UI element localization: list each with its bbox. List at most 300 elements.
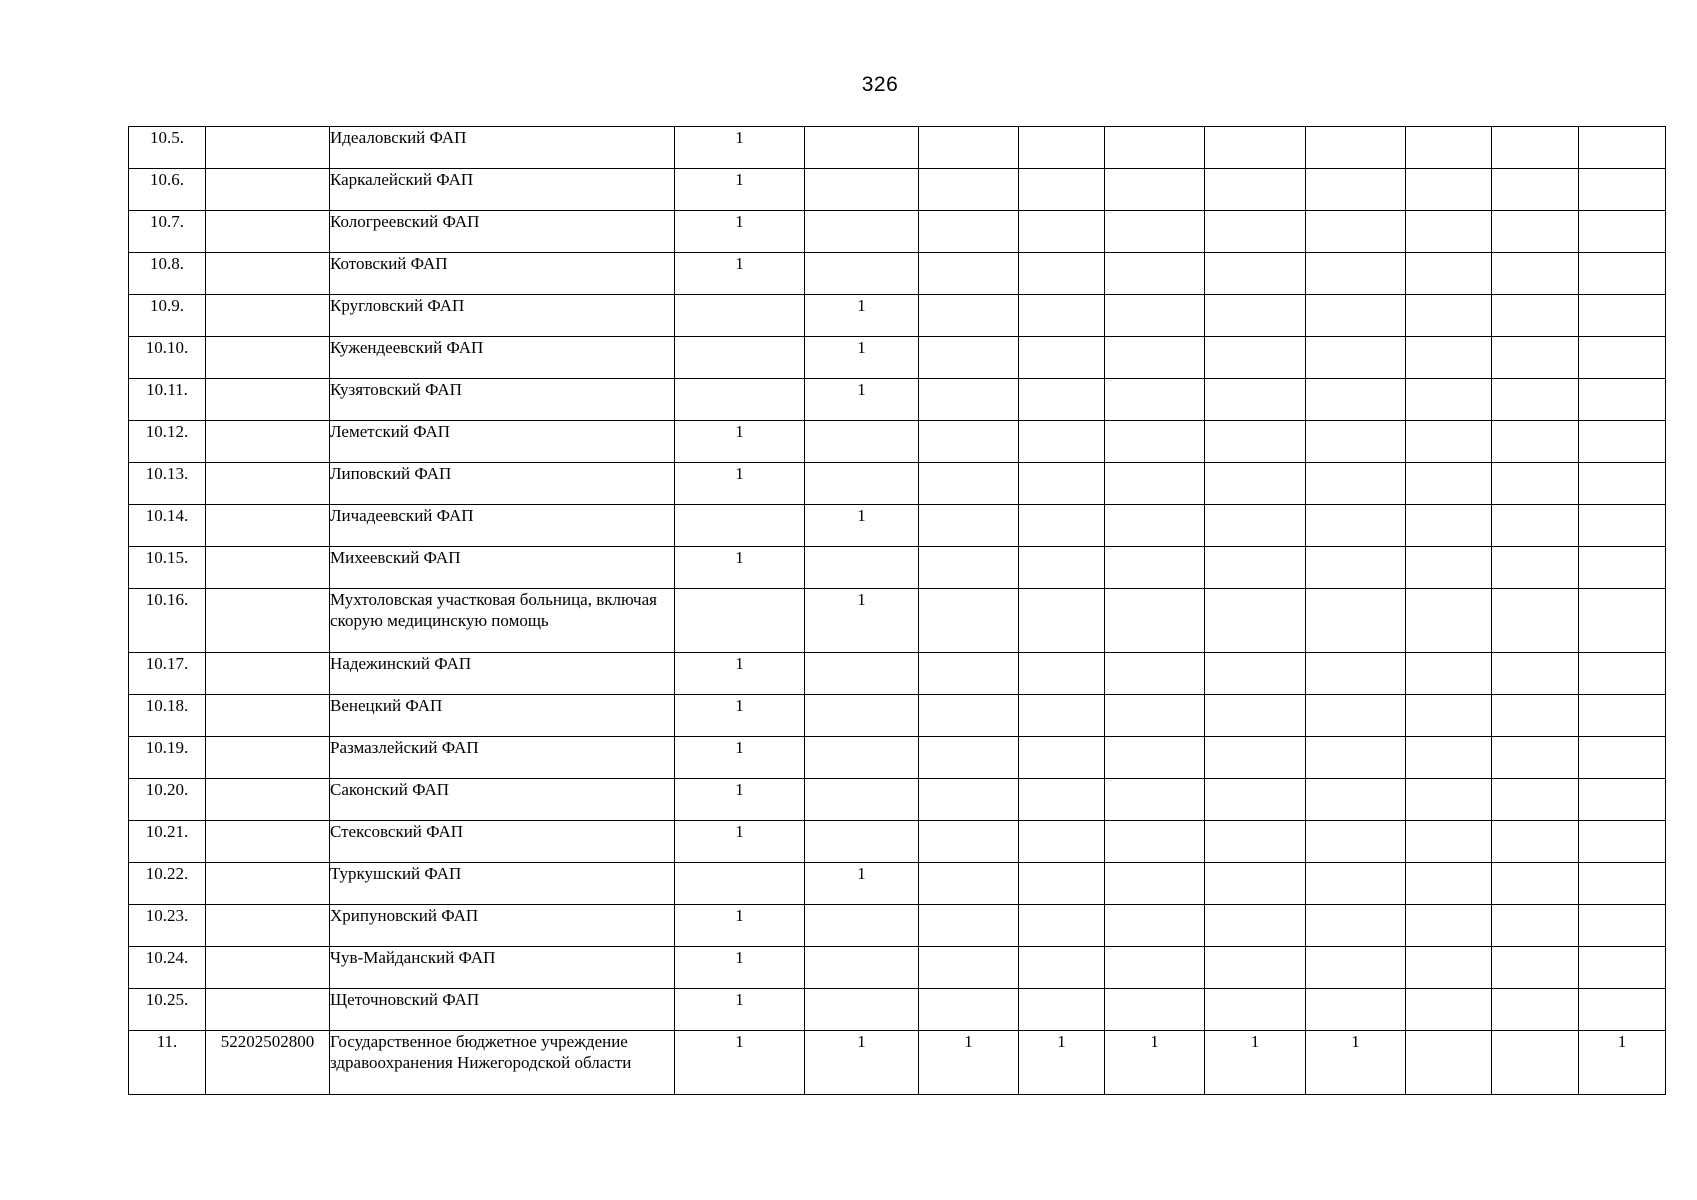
value-cell xyxy=(1492,947,1579,989)
value-cell xyxy=(1492,695,1579,737)
facility-name-cell: Саконский ФАП xyxy=(330,779,675,821)
code-cell xyxy=(206,379,330,421)
value-cell xyxy=(1579,127,1666,169)
value-cell xyxy=(1105,863,1205,905)
value-cell xyxy=(1105,169,1205,211)
value-cell xyxy=(675,295,805,337)
value-cell: 1 xyxy=(1205,1031,1306,1095)
value-cell xyxy=(1406,211,1492,253)
value-cell xyxy=(1019,505,1105,547)
table-row xyxy=(129,737,1666,779)
value-cell xyxy=(1105,547,1205,589)
code-cell xyxy=(206,779,330,821)
value-cell xyxy=(919,505,1019,547)
value-cell xyxy=(1306,737,1406,779)
row-number-cell: 10.7. xyxy=(129,211,206,253)
facility-name-cell: Кужендеевский ФАП xyxy=(330,337,675,379)
value-cell xyxy=(919,863,1019,905)
value-cell xyxy=(1579,653,1666,695)
value-cell xyxy=(1406,695,1492,737)
table-row xyxy=(129,337,1666,379)
value-cell: 1 xyxy=(675,989,805,1031)
value-cell xyxy=(675,863,805,905)
row-number-cell: 10.16. xyxy=(129,589,206,653)
facility-name-cell: Липовский ФАП xyxy=(330,463,675,505)
value-cell xyxy=(1579,821,1666,863)
row-number-cell: 10.22. xyxy=(129,863,206,905)
value-cell: 1 xyxy=(805,505,919,547)
row-number-cell: 10.17. xyxy=(129,653,206,695)
code-cell xyxy=(206,295,330,337)
row-number-cell: 10.21. xyxy=(129,821,206,863)
value-cell xyxy=(1406,127,1492,169)
value-cell xyxy=(919,779,1019,821)
value-cell xyxy=(1306,295,1406,337)
row-number-cell: 10.14. xyxy=(129,505,206,547)
value-cell xyxy=(919,169,1019,211)
value-cell xyxy=(1306,589,1406,653)
value-cell xyxy=(1492,505,1579,547)
value-cell xyxy=(919,337,1019,379)
value-cell xyxy=(1105,947,1205,989)
row-number-cell: 10.8. xyxy=(129,253,206,295)
value-cell xyxy=(1579,337,1666,379)
value-cell xyxy=(1492,905,1579,947)
value-cell xyxy=(675,589,805,653)
value-cell xyxy=(1205,169,1306,211)
value-cell xyxy=(919,947,1019,989)
value-cell xyxy=(919,127,1019,169)
value-cell xyxy=(919,695,1019,737)
value-cell xyxy=(919,989,1019,1031)
table-row xyxy=(129,379,1666,421)
value-cell xyxy=(1019,211,1105,253)
facilities-table xyxy=(128,126,1666,1095)
value-cell xyxy=(1105,589,1205,653)
value-cell: 1 xyxy=(1306,1031,1406,1095)
value-cell xyxy=(1205,779,1306,821)
value-cell xyxy=(1406,505,1492,547)
facility-name-cell: Щеточновский ФАП xyxy=(330,989,675,1031)
value-cell xyxy=(1019,653,1105,695)
code-cell xyxy=(206,905,330,947)
value-cell: 1 xyxy=(919,1031,1019,1095)
value-cell xyxy=(1105,695,1205,737)
value-cell xyxy=(1579,169,1666,211)
value-cell xyxy=(919,821,1019,863)
row-number-cell: 10.5. xyxy=(129,127,206,169)
value-cell xyxy=(1406,253,1492,295)
value-cell xyxy=(1205,905,1306,947)
value-cell xyxy=(1019,989,1105,1031)
value-cell xyxy=(805,821,919,863)
table-row xyxy=(129,421,1666,463)
value-cell xyxy=(1019,337,1105,379)
table-row xyxy=(129,989,1666,1031)
code-cell xyxy=(206,463,330,505)
facility-name-cell: Венецкий ФАП xyxy=(330,695,675,737)
table-row xyxy=(129,169,1666,211)
code-cell xyxy=(206,737,330,779)
facility-name-cell: Идеаловский ФАП xyxy=(330,127,675,169)
value-cell xyxy=(1306,463,1406,505)
value-cell xyxy=(1579,295,1666,337)
value-cell xyxy=(1406,947,1492,989)
value-cell: 1 xyxy=(675,779,805,821)
code-cell xyxy=(206,589,330,653)
value-cell xyxy=(1019,463,1105,505)
code-cell xyxy=(206,169,330,211)
table-row xyxy=(129,695,1666,737)
value-cell xyxy=(1306,253,1406,295)
value-cell xyxy=(1019,379,1105,421)
code-cell xyxy=(206,505,330,547)
value-cell xyxy=(1579,505,1666,547)
value-cell: 1 xyxy=(805,379,919,421)
table-body xyxy=(129,127,1666,1095)
value-cell xyxy=(1406,863,1492,905)
value-cell xyxy=(1579,589,1666,653)
value-cell xyxy=(1492,379,1579,421)
row-number-cell: 10.19. xyxy=(129,737,206,779)
value-cell xyxy=(919,653,1019,695)
value-cell xyxy=(1306,127,1406,169)
value-cell xyxy=(1492,589,1579,653)
value-cell xyxy=(1406,547,1492,589)
value-cell xyxy=(1306,653,1406,695)
code-cell xyxy=(206,211,330,253)
value-cell xyxy=(675,505,805,547)
value-cell: 1 xyxy=(805,863,919,905)
value-cell xyxy=(1105,505,1205,547)
code-cell xyxy=(206,947,330,989)
code-cell xyxy=(206,989,330,1031)
facility-name-cell: Надежинский ФАП xyxy=(330,653,675,695)
table-row xyxy=(129,779,1666,821)
facility-name-cell: Михеевский ФАП xyxy=(330,547,675,589)
value-cell xyxy=(1492,337,1579,379)
value-cell xyxy=(1105,463,1205,505)
value-cell xyxy=(1205,253,1306,295)
facility-name-cell: Леметский ФАП xyxy=(330,421,675,463)
facility-name-cell: Личадеевский ФАП xyxy=(330,505,675,547)
value-cell xyxy=(1579,989,1666,1031)
row-number-cell: 10.9. xyxy=(129,295,206,337)
value-cell xyxy=(1406,821,1492,863)
value-cell xyxy=(675,379,805,421)
value-cell xyxy=(1492,421,1579,463)
value-cell: 1 xyxy=(675,947,805,989)
value-cell xyxy=(1492,737,1579,779)
row-number-cell: 10.13. xyxy=(129,463,206,505)
value-cell xyxy=(805,905,919,947)
code-cell xyxy=(206,695,330,737)
value-cell xyxy=(805,547,919,589)
table-row xyxy=(129,653,1666,695)
value-cell xyxy=(1579,737,1666,779)
row-number-cell: 10.11. xyxy=(129,379,206,421)
value-cell: 1 xyxy=(1579,1031,1666,1095)
value-cell xyxy=(1492,211,1579,253)
value-cell xyxy=(805,695,919,737)
value-cell xyxy=(1019,737,1105,779)
value-cell xyxy=(1205,337,1306,379)
row-number-cell: 10.6. xyxy=(129,169,206,211)
code-cell xyxy=(206,821,330,863)
value-cell xyxy=(1492,779,1579,821)
value-cell xyxy=(919,211,1019,253)
facility-name-cell: Хрипуновский ФАП xyxy=(330,905,675,947)
value-cell xyxy=(1019,695,1105,737)
value-cell xyxy=(1205,127,1306,169)
row-number-cell: 10.12. xyxy=(129,421,206,463)
value-cell xyxy=(1105,989,1205,1031)
value-cell: 1 xyxy=(675,905,805,947)
value-cell xyxy=(1019,947,1105,989)
value-cell xyxy=(1406,379,1492,421)
value-cell xyxy=(1579,463,1666,505)
value-cell xyxy=(1306,779,1406,821)
table-row xyxy=(129,863,1666,905)
value-cell xyxy=(1492,821,1579,863)
table-row xyxy=(129,589,1666,653)
value-cell xyxy=(675,337,805,379)
facility-name-cell: Котовский ФАП xyxy=(330,253,675,295)
value-cell xyxy=(1306,211,1406,253)
value-cell xyxy=(1205,947,1306,989)
value-cell: 1 xyxy=(805,295,919,337)
value-cell xyxy=(1306,947,1406,989)
value-cell xyxy=(919,379,1019,421)
value-cell xyxy=(919,295,1019,337)
value-cell xyxy=(919,737,1019,779)
value-cell: 1 xyxy=(805,1031,919,1095)
table-row xyxy=(129,253,1666,295)
value-cell xyxy=(805,169,919,211)
value-cell: 1 xyxy=(1019,1031,1105,1095)
value-cell xyxy=(1492,295,1579,337)
value-cell xyxy=(1306,905,1406,947)
value-cell: 1 xyxy=(675,821,805,863)
value-cell xyxy=(805,421,919,463)
row-number-cell: 11. xyxy=(129,1031,206,1095)
value-cell xyxy=(1019,169,1105,211)
table-row xyxy=(129,295,1666,337)
value-cell xyxy=(1019,905,1105,947)
value-cell xyxy=(1205,695,1306,737)
value-cell xyxy=(1306,695,1406,737)
row-number-cell: 10.18. xyxy=(129,695,206,737)
value-cell: 1 xyxy=(675,695,805,737)
value-cell xyxy=(1205,211,1306,253)
value-cell xyxy=(1205,821,1306,863)
value-cell xyxy=(919,547,1019,589)
code-cell: 52202502800 xyxy=(206,1031,330,1095)
value-cell: 1 xyxy=(675,737,805,779)
value-cell xyxy=(1406,905,1492,947)
value-cell xyxy=(805,211,919,253)
value-cell xyxy=(1492,253,1579,295)
value-cell xyxy=(1306,421,1406,463)
value-cell xyxy=(1019,863,1105,905)
code-cell xyxy=(206,253,330,295)
value-cell xyxy=(1105,821,1205,863)
value-cell xyxy=(1406,295,1492,337)
value-cell xyxy=(1105,337,1205,379)
value-cell xyxy=(1205,379,1306,421)
value-cell xyxy=(1492,547,1579,589)
code-cell xyxy=(206,337,330,379)
value-cell xyxy=(1105,421,1205,463)
row-number-cell: 10.15. xyxy=(129,547,206,589)
value-cell xyxy=(1105,653,1205,695)
value-cell xyxy=(1306,821,1406,863)
value-cell xyxy=(805,653,919,695)
value-cell xyxy=(1406,421,1492,463)
value-cell xyxy=(1019,295,1105,337)
facility-name-cell: Государственное бюджетное учреждение здравоохранения Нижегородской области xyxy=(330,1031,675,1095)
value-cell xyxy=(1492,1031,1579,1095)
facility-name-cell: Каркалейский ФАП xyxy=(330,169,675,211)
value-cell xyxy=(1105,905,1205,947)
value-cell: 1 xyxy=(675,127,805,169)
value-cell xyxy=(1406,737,1492,779)
value-cell xyxy=(1105,211,1205,253)
value-cell xyxy=(1306,505,1406,547)
value-cell xyxy=(1019,421,1105,463)
value-cell xyxy=(805,947,919,989)
code-cell xyxy=(206,127,330,169)
facility-name-cell: Кологреевский ФАП xyxy=(330,211,675,253)
code-cell xyxy=(206,421,330,463)
value-cell xyxy=(1205,295,1306,337)
value-cell: 1 xyxy=(805,589,919,653)
value-cell xyxy=(1306,337,1406,379)
value-cell xyxy=(1019,547,1105,589)
value-cell xyxy=(1105,295,1205,337)
value-cell xyxy=(1105,737,1205,779)
row-number-cell: 10.24. xyxy=(129,947,206,989)
facility-name-cell: Чув-Майданский ФАП xyxy=(330,947,675,989)
value-cell: 1 xyxy=(675,253,805,295)
value-cell xyxy=(1306,863,1406,905)
table-row xyxy=(129,547,1666,589)
value-cell xyxy=(1019,253,1105,295)
value-cell xyxy=(1492,653,1579,695)
value-cell xyxy=(1406,169,1492,211)
table-row xyxy=(129,463,1666,505)
value-cell xyxy=(1205,463,1306,505)
facility-name-cell: Кузятовский ФАП xyxy=(330,379,675,421)
row-number-cell: 10.20. xyxy=(129,779,206,821)
value-cell xyxy=(805,737,919,779)
row-number-cell: 10.25. xyxy=(129,989,206,1031)
table-row xyxy=(129,947,1666,989)
table-row xyxy=(129,127,1666,169)
value-cell xyxy=(1492,463,1579,505)
value-cell xyxy=(919,905,1019,947)
value-cell xyxy=(1406,989,1492,1031)
value-cell xyxy=(1406,779,1492,821)
value-cell: 1 xyxy=(1105,1031,1205,1095)
value-cell xyxy=(1105,253,1205,295)
row-number-cell: 10.23. xyxy=(129,905,206,947)
value-cell xyxy=(1205,421,1306,463)
value-cell xyxy=(1306,547,1406,589)
value-cell xyxy=(1019,779,1105,821)
value-cell xyxy=(1019,821,1105,863)
value-cell xyxy=(1579,421,1666,463)
value-cell xyxy=(1205,863,1306,905)
row-number-cell: 10.10. xyxy=(129,337,206,379)
value-cell xyxy=(1579,547,1666,589)
value-cell xyxy=(1205,547,1306,589)
value-cell xyxy=(919,463,1019,505)
facility-name-cell: Мухтоловская участковая больница, включая скорую медицинскую помощь xyxy=(330,589,675,653)
value-cell xyxy=(1019,589,1105,653)
facility-name-cell: Размазлейский ФАП xyxy=(330,737,675,779)
table-row xyxy=(129,821,1666,863)
value-cell xyxy=(805,463,919,505)
value-cell xyxy=(1579,695,1666,737)
value-cell xyxy=(805,989,919,1031)
value-cell xyxy=(919,253,1019,295)
facility-name-cell: Туркушский ФАП xyxy=(330,863,675,905)
value-cell xyxy=(919,589,1019,653)
value-cell xyxy=(805,779,919,821)
value-cell xyxy=(1205,737,1306,779)
value-cell: 1 xyxy=(805,337,919,379)
value-cell xyxy=(1579,779,1666,821)
value-cell xyxy=(1579,211,1666,253)
value-cell xyxy=(1205,653,1306,695)
value-cell xyxy=(1306,989,1406,1031)
facility-name-cell: Кругловский ФАП xyxy=(330,295,675,337)
value-cell xyxy=(1019,127,1105,169)
value-cell xyxy=(1105,127,1205,169)
value-cell xyxy=(1205,589,1306,653)
table-row xyxy=(129,211,1666,253)
value-cell xyxy=(1406,653,1492,695)
page-number: 326 xyxy=(861,73,899,96)
value-cell xyxy=(805,127,919,169)
value-cell: 1 xyxy=(675,1031,805,1095)
value-cell xyxy=(1306,379,1406,421)
value-cell: 1 xyxy=(675,169,805,211)
value-cell xyxy=(1205,505,1306,547)
value-cell: 1 xyxy=(675,653,805,695)
value-cell xyxy=(1406,1031,1492,1095)
value-cell xyxy=(1579,379,1666,421)
value-cell xyxy=(1579,947,1666,989)
facility-name-cell: Стексовский ФАП xyxy=(330,821,675,863)
value-cell xyxy=(1406,463,1492,505)
value-cell xyxy=(1306,169,1406,211)
value-cell xyxy=(1579,863,1666,905)
value-cell xyxy=(1492,989,1579,1031)
value-cell: 1 xyxy=(675,211,805,253)
value-cell xyxy=(805,253,919,295)
code-cell xyxy=(206,863,330,905)
value-cell: 1 xyxy=(675,421,805,463)
value-cell xyxy=(1105,379,1205,421)
table-row xyxy=(129,505,1666,547)
value-cell xyxy=(1105,779,1205,821)
value-cell xyxy=(1579,253,1666,295)
value-cell xyxy=(1492,127,1579,169)
code-cell xyxy=(206,547,330,589)
code-cell xyxy=(206,653,330,695)
